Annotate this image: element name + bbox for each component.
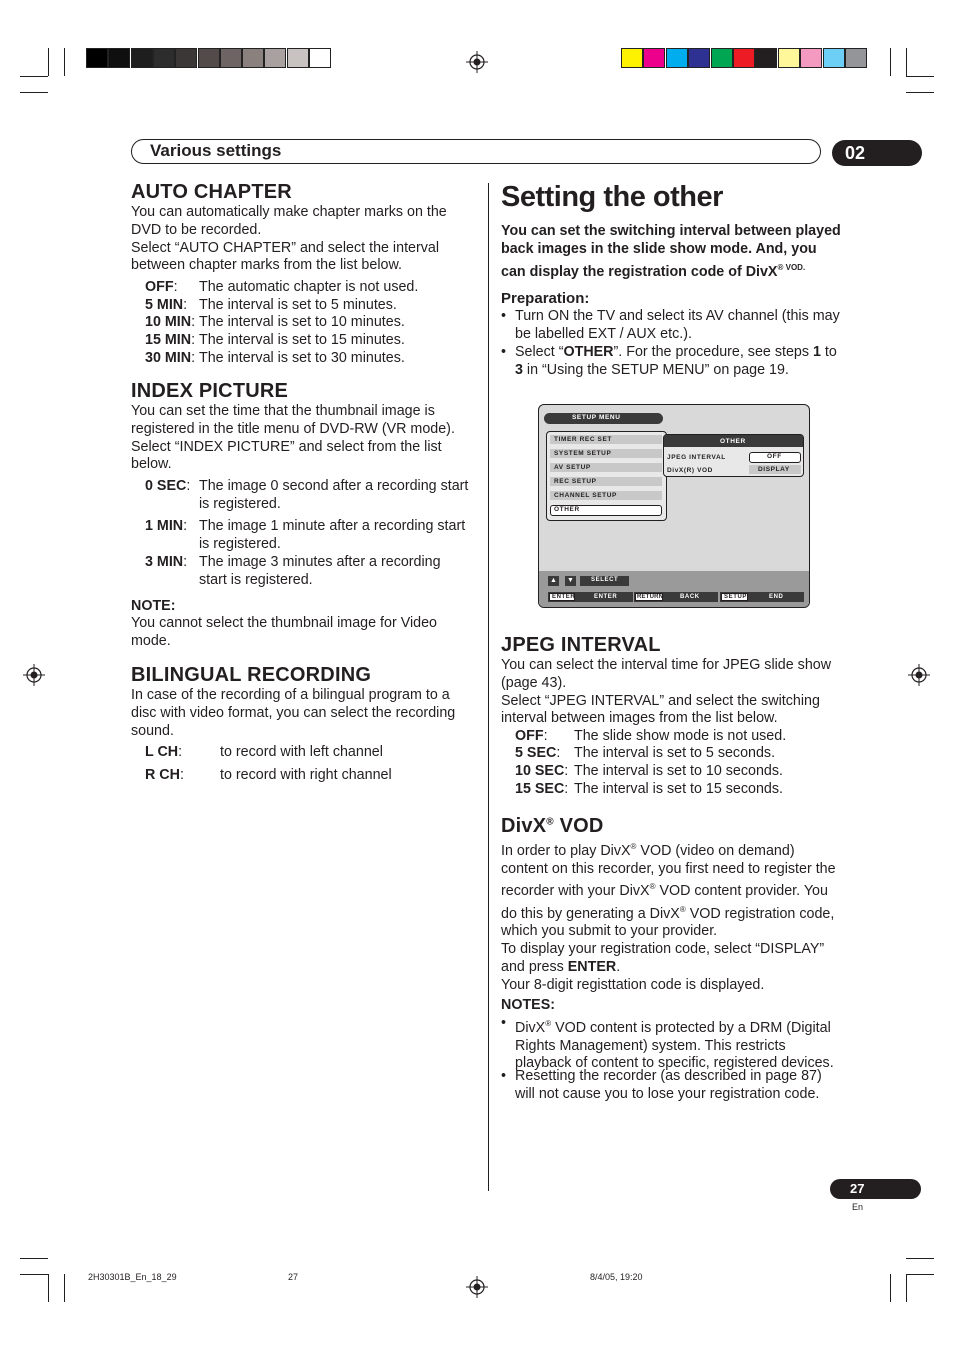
- list-item: 30 MIN:: [145, 350, 196, 366]
- list-item-text: The interval is set to 5 minutes.: [199, 297, 397, 313]
- other-submenu: [663, 434, 804, 477]
- divx-vod-row-label: DivX(R) VOD: [667, 467, 713, 474]
- auto-chapter-heading: AUTO CHAPTER: [131, 181, 292, 203]
- bullet-icon: •: [501, 1068, 507, 1084]
- notes-label: NOTES:: [501, 997, 556, 1013]
- crop-mark: [906, 1274, 907, 1302]
- bullet-icon: •: [501, 308, 507, 324]
- print-date: 8/4/05, 19:20: [590, 1272, 643, 1282]
- page-number: 27: [850, 1181, 865, 1196]
- setup-menu-footer: [539, 571, 810, 608]
- list-item: OFF:: [515, 728, 548, 744]
- color-swatch: [778, 48, 800, 68]
- setup-menu-title-bar: [544, 413, 663, 424]
- gray-swatch: [86, 48, 108, 68]
- divx-vod-value[interactable]: DISPLAY: [749, 465, 801, 474]
- registration-mark-icon: [908, 664, 930, 686]
- list-item: 15 SEC:: [515, 781, 569, 797]
- menu-item-system-setup[interactable]: SYSTEM SETUP: [550, 449, 662, 458]
- color-swatch: [755, 48, 777, 68]
- setup-menu-screen: [538, 404, 810, 608]
- list-item-text: to record with right channel: [220, 767, 392, 783]
- index-picture-heading: INDEX PICTURE: [131, 380, 289, 402]
- setup-hint: SETUP END: [720, 592, 804, 602]
- list-item: OFF:: [145, 279, 178, 295]
- registration-mark-icon: [466, 1276, 488, 1298]
- list-item-text: The automatic chapter is not used.: [199, 279, 419, 295]
- list-item-text: The interval is set to 15 seconds.: [574, 781, 784, 797]
- gray-swatch: [264, 48, 286, 68]
- color-swatch: [621, 48, 643, 68]
- enter-key[interactable]: ENTER: [549, 593, 575, 601]
- setup-menu-title: SETUP MENU: [572, 414, 621, 421]
- lead-paragraph: You can set the switching interval between played back images in the slide show mode. And, you can display the registration code of DivX$^{® VOD.}$: [501, 223, 841, 280]
- jpeg-interval-row-label: JPEG INTERVAL: [667, 454, 726, 461]
- menu-item-timer-rec-set[interactable]: TIMER REC SET: [550, 435, 662, 444]
- file-page: 27: [288, 1272, 299, 1282]
- gray-swatch: [198, 48, 220, 68]
- color-swatch: [823, 48, 845, 68]
- jpeg-interval-intro: You can select the interval time for JPEG slide show (page 43). Select “JPEG INTERVAL” and select the switching interval between images from the list below.: [501, 657, 832, 727]
- other-submenu-title: OTHER: [664, 435, 803, 447]
- index-picture-intro: You can set the time that the thumbnail image is registered in the title menu of DVD-RW (VR mode). Select “INDEX PICTURE” and select from the list below.: [131, 403, 455, 473]
- color-swatch: [800, 48, 822, 68]
- list-item-text: The image 1 minute after a recording start is registered.: [199, 518, 466, 552]
- divx-vod-body: In order to play DivX® VOD (video on demand) content on this recorder, you first need to register the recorder with your DivX® VOD content provider. You do this by generating a DivX® VOD registration code, which you submit to your provider. To display your registration code, select “DISPLAY” and press ENTER. Your 8-digit registtation code is displayed.: [501, 842, 836, 993]
- list-item: 10 MIN:: [145, 314, 196, 330]
- crop-mark: [20, 76, 48, 77]
- color-swatch: [666, 48, 688, 68]
- crop-mark: [906, 1258, 934, 1259]
- gray-swatch: [242, 48, 264, 68]
- gray-swatch: [131, 48, 153, 68]
- page-number-badge: [830, 1179, 921, 1199]
- select-hint: SELECT: [580, 576, 629, 586]
- file-code: 2H30301B_En_18_29: [88, 1272, 177, 1282]
- auto-chapter-intro: You can automatically make chapter marks on the DVD to be recorded. Select “AUTO CHAPTER” and select the interval between chapter marks from the list below.: [131, 204, 447, 274]
- list-item-text: The interval is set to 5 seconds.: [574, 745, 776, 761]
- bullet-icon: •: [501, 1015, 507, 1031]
- list-item: L CH:: [145, 744, 183, 760]
- crop-mark: [906, 92, 934, 93]
- list-item: 5 MIN:: [145, 297, 188, 313]
- note-item-2: Resetting the recorder (as described in page 87) will not cause you to lose your registration code.: [515, 1068, 822, 1102]
- section-title: Various settings: [150, 141, 282, 160]
- crop-mark: [20, 1274, 48, 1275]
- bilingual-intro: In case of the recording of a bilingual program to a disc with video format, you can select the recording sound.: [131, 687, 456, 739]
- page-title: Setting the other: [501, 181, 723, 213]
- menu-item-channel-setup[interactable]: CHANNEL SETUP: [550, 491, 662, 500]
- crop-mark: [64, 48, 65, 76]
- crop-mark: [64, 1274, 65, 1302]
- column-divider: [488, 183, 489, 1191]
- list-item: 1 MIN:: [145, 518, 188, 534]
- gray-swatch: [220, 48, 242, 68]
- crop-mark: [906, 48, 907, 76]
- crop-mark: [20, 92, 48, 93]
- list-item: 10 SEC:: [515, 763, 569, 779]
- registration-mark-icon: [23, 664, 45, 686]
- list-item-text: The image 0 second after a recording start is registered.: [199, 478, 469, 512]
- setup-key[interactable]: SETUP: [721, 593, 748, 601]
- list-item-text: The interval is set to 15 minutes.: [199, 332, 405, 348]
- menu-item-other[interactable]: OTHER: [550, 505, 662, 516]
- note-text: You cannot select the thumbnail image for Video mode.: [131, 615, 438, 649]
- crop-mark: [48, 48, 49, 76]
- bilingual-heading: BILINGUAL RECORDING: [131, 664, 372, 686]
- up-arrow-icon[interactable]: ▲: [548, 576, 559, 586]
- crop-mark: [906, 76, 934, 77]
- list-item-text: The interval is set to 30 minutes.: [199, 350, 405, 366]
- crop-mark: [48, 1274, 49, 1302]
- gray-swatch: [108, 48, 130, 68]
- list-item: 3 MIN:: [145, 554, 188, 570]
- gray-swatch: [309, 48, 331, 68]
- note-label: NOTE:: [131, 598, 176, 614]
- language-code: En: [852, 1202, 864, 1212]
- list-item-text: The image 3 minutes after a recording start is registered.: [199, 554, 441, 588]
- color-swatch: [733, 48, 755, 68]
- preparation-label: Preparation:: [501, 290, 590, 307]
- crop-mark: [20, 1258, 48, 1259]
- menu-item-rec-setup[interactable]: REC SETUP: [550, 477, 662, 486]
- gray-swatch: [175, 48, 197, 68]
- list-item-text: to record with left channel: [220, 744, 383, 760]
- chapter-number: 02: [845, 143, 866, 163]
- chapter-badge: [832, 140, 922, 166]
- note-item-1: DivX® VOD content is protected by a DRM (Digital Rights Management) system. This restricts playback of content to specific, registered devices.: [515, 1019, 834, 1072]
- gray-swatch: [287, 48, 309, 68]
- color-swatch: [688, 48, 710, 68]
- crop-mark: [890, 48, 891, 76]
- section-header-bar: [131, 139, 821, 164]
- enter-hint: ENTER ENTER: [548, 592, 633, 602]
- jpeg-interval-heading: JPEG INTERVAL: [501, 634, 661, 656]
- gray-swatch: [153, 48, 175, 68]
- return-hint: RETURN BACK: [634, 592, 718, 602]
- return-key[interactable]: RETURN: [637, 594, 664, 600]
- setup-menu-list: [546, 431, 667, 521]
- list-item-text: The slide show mode is not used.: [574, 728, 787, 744]
- list-item-text: The interval is set to 10 seconds.: [574, 763, 784, 779]
- preparation-step-2: Select “OTHER”. For the procedure, see steps 1 to 3 in “Using the SETUP MENU” on page 19.: [515, 344, 837, 378]
- color-swatch: [711, 48, 733, 68]
- divx-vod-heading: DivX® VOD: [501, 815, 604, 837]
- list-item: 5 SEC:: [515, 745, 561, 761]
- bullet-icon: •: [501, 344, 507, 360]
- color-swatch: [845, 48, 867, 68]
- list-item: 0 SEC:: [145, 478, 191, 494]
- registration-mark-icon: [466, 51, 488, 73]
- jpeg-interval-value[interactable]: OFF: [749, 452, 801, 463]
- list-item: 15 MIN:: [145, 332, 196, 348]
- list-item-text: The interval is set to 10 minutes.: [199, 314, 405, 330]
- color-swatch: [643, 48, 665, 68]
- crop-mark: [906, 1274, 934, 1275]
- menu-item-av-setup[interactable]: AV SETUP: [550, 463, 662, 472]
- list-item: R CH:: [145, 767, 184, 783]
- crop-mark: [890, 1274, 891, 1302]
- down-arrow-icon[interactable]: ▼: [565, 576, 576, 586]
- preparation-step-1: Turn ON the TV and select its AV channel (this may be labelled EXT / AUX etc.).: [515, 308, 840, 342]
